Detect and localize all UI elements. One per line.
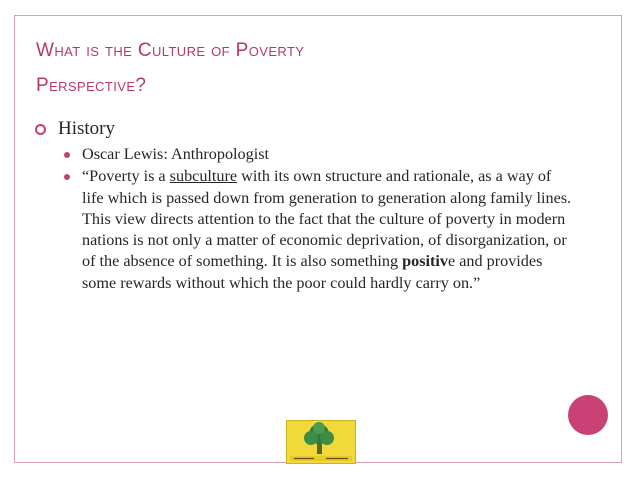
subbullet-author xyxy=(32,144,572,165)
quote-underlined-term: subculture xyxy=(169,167,238,186)
dot-bullet-icon xyxy=(64,174,70,180)
quote-bold-term: positiv xyxy=(402,252,448,271)
title-line-1: What is the Culture of Poverty xyxy=(36,40,305,61)
dot-bullet-icon xyxy=(64,152,70,158)
decorative-circle xyxy=(568,395,608,435)
quote-part: e and provides some rewards without which the poor could hardly carry on.” xyxy=(82,252,543,292)
bullet-label: History xyxy=(58,118,115,139)
quote-part: with its own structure and rationale, as a way of life which is passed down from generation to generation along family lines. This view directs attention to the fact that the culture of poverty in modern nations is not only a matter of economic deprivation, of disorganization, or of the absence of something. It is also something xyxy=(82,167,572,271)
subbullet-text: Oscar Lewis: Anthropologist xyxy=(82,145,270,163)
slide-body xyxy=(32,116,572,294)
bullet-history xyxy=(32,116,572,142)
subbullet-quote xyxy=(32,166,572,294)
title-line-2: Perspective? xyxy=(36,75,147,96)
slide-title xyxy=(36,33,556,103)
ring-bullet-icon xyxy=(35,124,46,135)
quote-part: “Poverty is a xyxy=(82,167,170,186)
tree-logo-icon xyxy=(286,420,356,464)
